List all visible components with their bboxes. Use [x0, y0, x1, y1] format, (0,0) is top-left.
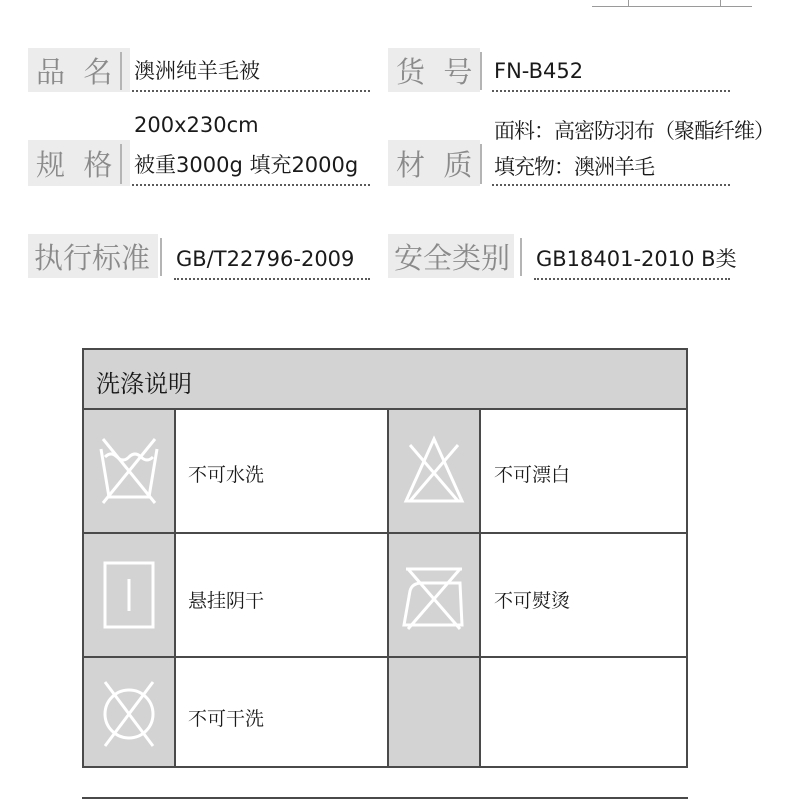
standard-underline	[174, 278, 370, 280]
separator	[480, 144, 482, 184]
care-text-no-bleach: 不可漂白	[494, 464, 571, 486]
top-ruler	[592, 0, 752, 7]
no-bleach-icon	[389, 410, 479, 532]
material-underline	[492, 184, 730, 186]
separator	[520, 238, 522, 276]
size-label: 规 格	[28, 140, 130, 186]
material-label: 材 质	[388, 140, 480, 186]
material-line1: 面料：高密防羽布（聚酯纤维）	[494, 119, 774, 143]
care-text-hang-dry: 悬挂阴干	[188, 590, 265, 612]
separator	[120, 144, 122, 184]
item-no-label: 货 号	[388, 48, 480, 92]
separator	[120, 52, 122, 90]
no-dry-clean-icon	[84, 658, 174, 766]
care-header	[84, 350, 686, 410]
size-line2: 被重3000g 填充2000g	[134, 153, 359, 177]
care-title: 洗涤说明	[96, 370, 192, 398]
care-table	[82, 348, 688, 768]
standard-value: GB/T22796-2009	[176, 247, 355, 271]
size-underline	[132, 184, 370, 186]
name-value: 澳洲纯羊毛被	[134, 59, 260, 83]
care-text-no-iron: 不可熨烫	[494, 590, 571, 612]
safety-underline	[534, 278, 730, 280]
no-wash-icon	[84, 410, 174, 532]
standard-label: 执行标准	[28, 234, 158, 278]
material-line2: 填充物：澳洲羊毛	[494, 155, 654, 179]
separator	[480, 52, 482, 90]
safety-label: 安全类别	[388, 234, 514, 278]
care-text-no-wash: 不可水洗	[188, 464, 265, 486]
size-line1: 200x230cm	[134, 113, 259, 137]
hang-dry-shade-icon	[84, 534, 174, 656]
col-divider	[479, 408, 481, 766]
col-divider	[174, 408, 176, 766]
item-no-underline	[492, 90, 730, 92]
separator	[160, 238, 162, 276]
name-underline	[132, 90, 370, 92]
bottom-rule	[82, 797, 688, 799]
name-label: 品 名	[28, 48, 130, 92]
item-no-value: FN-B452	[494, 59, 584, 83]
safety-value: GB18401-2010 B类	[536, 247, 737, 271]
empty-icon-cell	[389, 658, 479, 766]
care-text-no-dry-clean: 不可干洗	[188, 708, 265, 730]
no-iron-icon	[389, 534, 479, 656]
